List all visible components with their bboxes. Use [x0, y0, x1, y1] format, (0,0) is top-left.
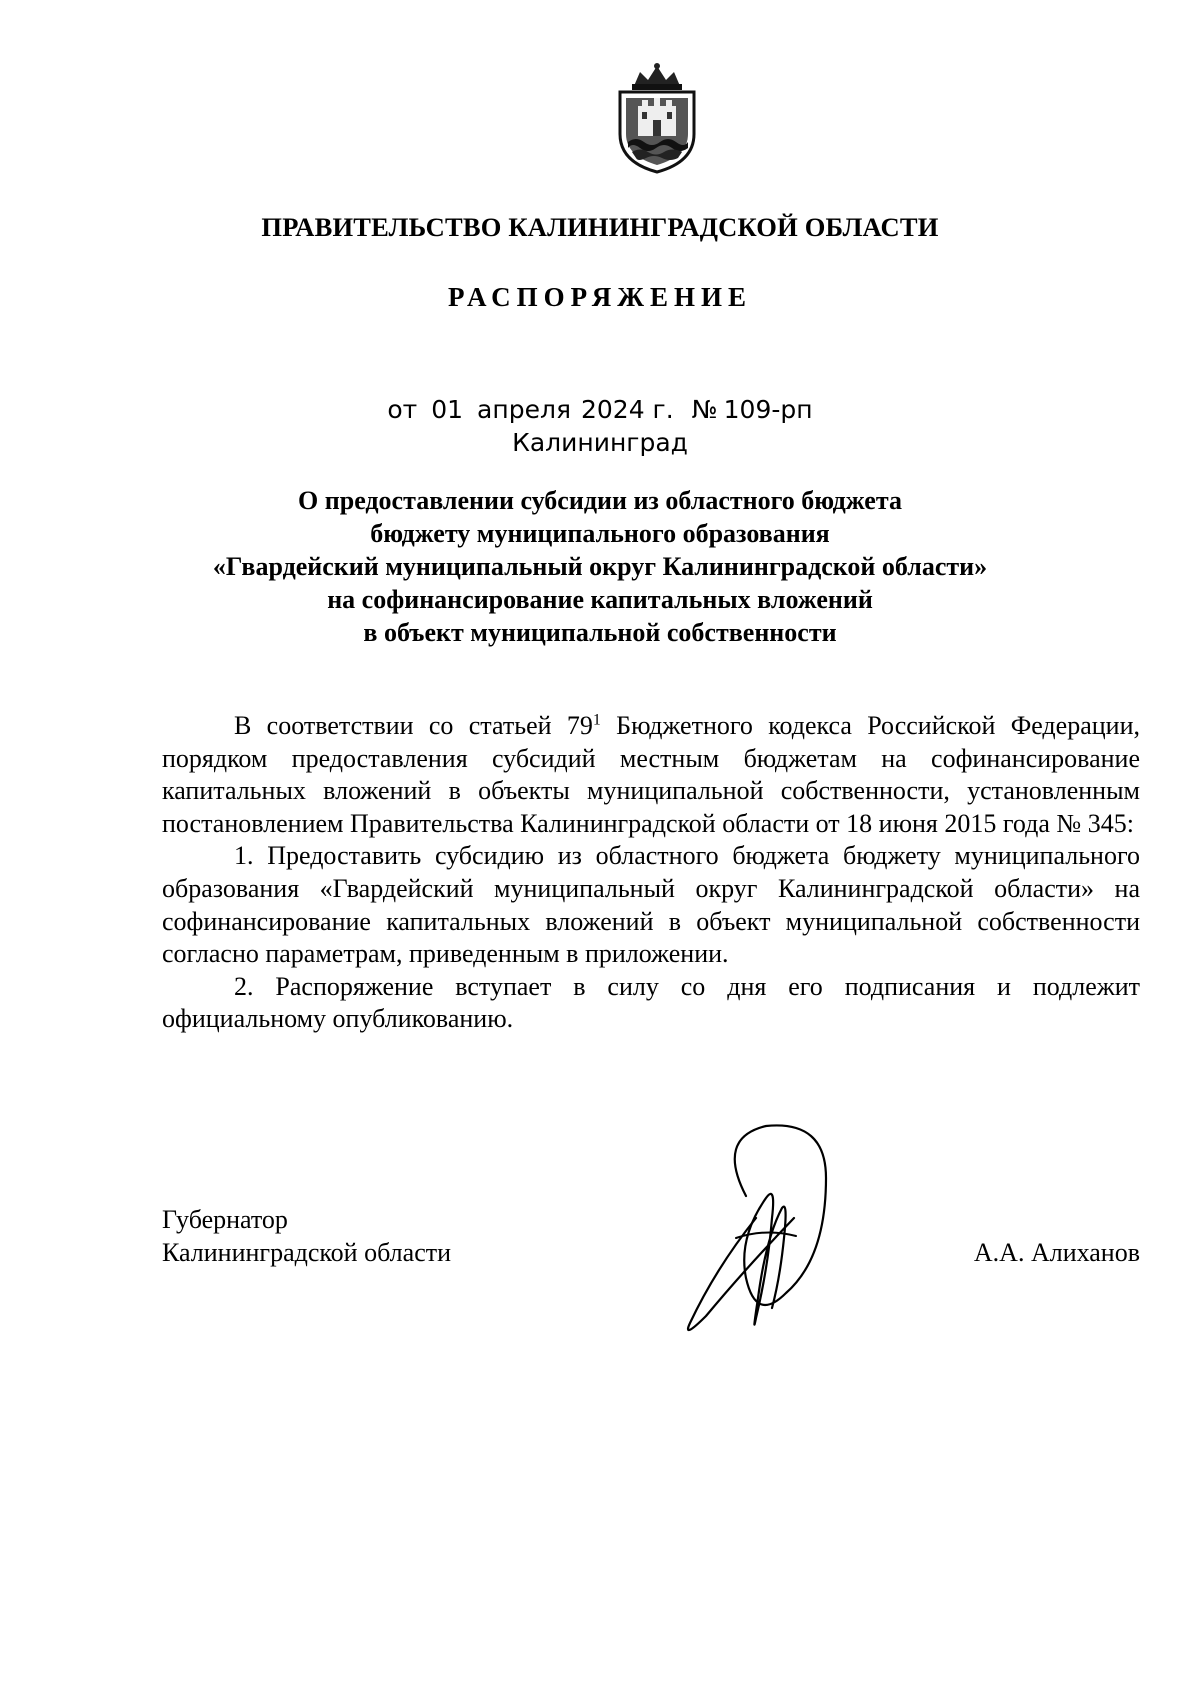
subject-line: бюджету муниципального образования: [370, 519, 830, 548]
handwritten-signature: [676, 1118, 856, 1353]
subject-line: О предоставлении субсидии из областного бюджета: [298, 486, 902, 515]
document-subject: [0, 484, 1200, 649]
preamble-paragraph: [162, 710, 1140, 840]
preamble-start: В соответствии со статьей 79: [234, 711, 593, 740]
signatory-name: А.А. Алиханов: [973, 1238, 1140, 1267]
item-1-paragraph: 1. Предоставить субсидию из областного бюджета бюджету муниципального образования «Гвардейский муниципальный округ Калининградской области» на софинансирование капитальных вложений в объект муниципальной собственности согласно параметрам, приведенным в приложении.: [162, 841, 1140, 969]
government-title: ПРАВИТЕЛЬСТВО КАЛИНИНГРАДСКОЙ ОБЛАСТИ: [261, 212, 939, 242]
date-day: 01: [431, 395, 464, 424]
subject-line: на софинансирование капитальных вложений: [327, 585, 873, 614]
subject-line: в объект муниципальной собственности: [363, 618, 837, 647]
coat-of-arms-icon: [612, 62, 702, 174]
date-prefix: от: [387, 395, 418, 424]
date-month: апреля: [477, 395, 571, 424]
position-line-1: Губернатор: [162, 1205, 288, 1234]
subject-line: «Гвардейский муниципальный округ Калининградской области»: [212, 552, 988, 581]
signatory-position: [162, 1203, 451, 1269]
city: Калининград: [512, 428, 688, 457]
date-line: [0, 395, 1200, 424]
date-year: 2024 г.: [580, 395, 674, 424]
document-number: 109-рп: [723, 395, 813, 424]
article-superscript: 1: [592, 711, 601, 729]
document-body: [162, 710, 1140, 1036]
number-sign: №: [691, 395, 718, 424]
item-2-paragraph: 2. Распоряжение вступает в силу со дня его подписания и подлежит официальному опубликованию.: [162, 971, 1140, 1034]
position-line-2: Калининградской области: [162, 1238, 452, 1267]
document-type: РАСПОРЯЖЕНИЕ: [447, 282, 753, 312]
preamble-rest: Бюджетного кодекса Российской Федерации, порядком предоставления субсидий местным бюджетам на софинансирование капитальных вложений в объекты муниципальной собственности, установленным постановлением Правительства Калининградской области от 18 июня 2015 года № 345:: [162, 711, 1140, 838]
